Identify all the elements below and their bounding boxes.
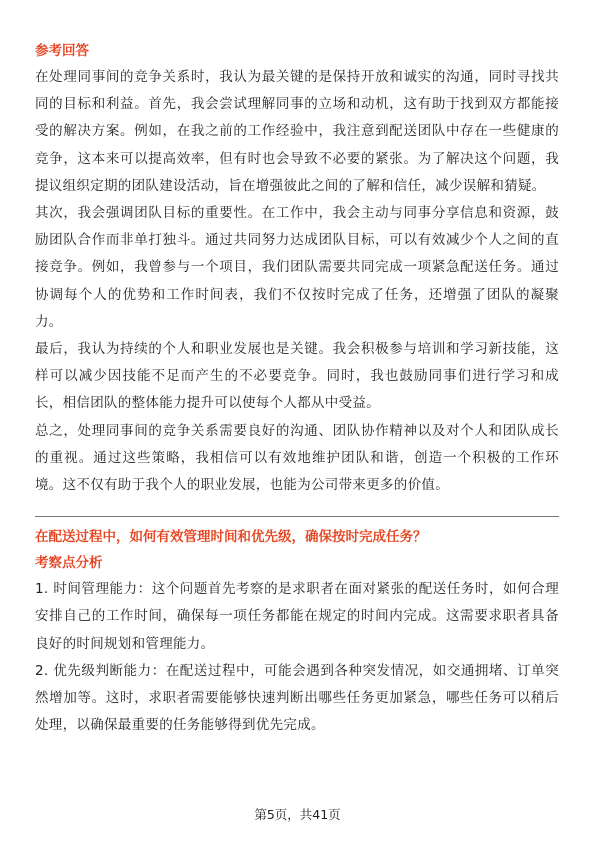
reference-answer-heading: 参考回答 xyxy=(35,43,89,59)
assessment-points-heading: 考察点分析 xyxy=(35,555,103,572)
answer-paragraph-1: 在处理同事间的竞争关系时，我认为最关键的是保持开放和诚实的沟通，同时寻找共同的目标和利益。首先，我会尝试理解同事的立场和动机，这有助于找到双方都能接受的解决方案。例如，在我之前的工作经验中，我注意到配送团队中存在一些健康的竞争，这本来可以提高效率，但有时也会导致不必要的紧张。为了解决这个问题，我提议组织定期的团队建设活动，旨在增强彼此之间的了解和信任，减少误解和猜疑。 xyxy=(35,69,559,194)
answer-paragraph-3: 最后，我认为持续的个人和职业发展也是关键。我会积极参与培训和学习新技能，这样可以减少因技能不足而产生的不必要竞争。同时，我也鼓励同事们进行学习和成长，相信团队的整体能力提升可以使每个人都从中受益。 xyxy=(35,341,559,412)
answer-paragraph-4: 总之，处理同事间的竞争关系需要良好的沟通、团队协作精神以及对个人和团队成长的重视。通过这些策略，我相信可以有效地维护团队和谐，创造一个积极的工作环境。这不仅有助于我个人的职业发展，也能为公司带来更多的价值。 xyxy=(35,422,559,494)
answer-paragraph-2: 其次，我会强调团队目标的重要性。在工作中，我会主动与同事分享信息和资源，鼓励团队合作而非单打独斗。通过共同努力达成团队目标，可以有效减少个人之间的直接竞争。例如，我曾参与一个项目，我们团队需要共同完成一项紧急配送任务。通过协调每个人的优势和工作时间表，我们不仅按时完成了任务，还增强了团队的凝聚力。 xyxy=(35,205,559,330)
assessment-point-2: 2. 优先级判断能力：在配送过程中，可能会遇到各种突发情况，如交通拥堵、订单突然增加等。这时，求职者需要能够快速判断出哪些任务更加紧急，哪些任务可以稍后处理，以确保最重要的任务能够得到优先完成。 xyxy=(35,662,559,734)
assessment-point-1: 1. 时间管理能力：这个问题首先考察的是求职者在面对紧张的配送任务时，如何合理安排自己的工作时间，确保每一项任务都能在规定的时间内完成。这需要求职者具备良好的时间规划和管理能力。 xyxy=(35,581,559,652)
page-content xyxy=(35,40,559,739)
section-divider xyxy=(35,516,559,517)
interview-question: 在配送过程中，如何有效管理时间和优先级，确保按时完成任务？ xyxy=(35,529,427,546)
page-number-footer: 第5页，共41页 xyxy=(254,807,341,822)
